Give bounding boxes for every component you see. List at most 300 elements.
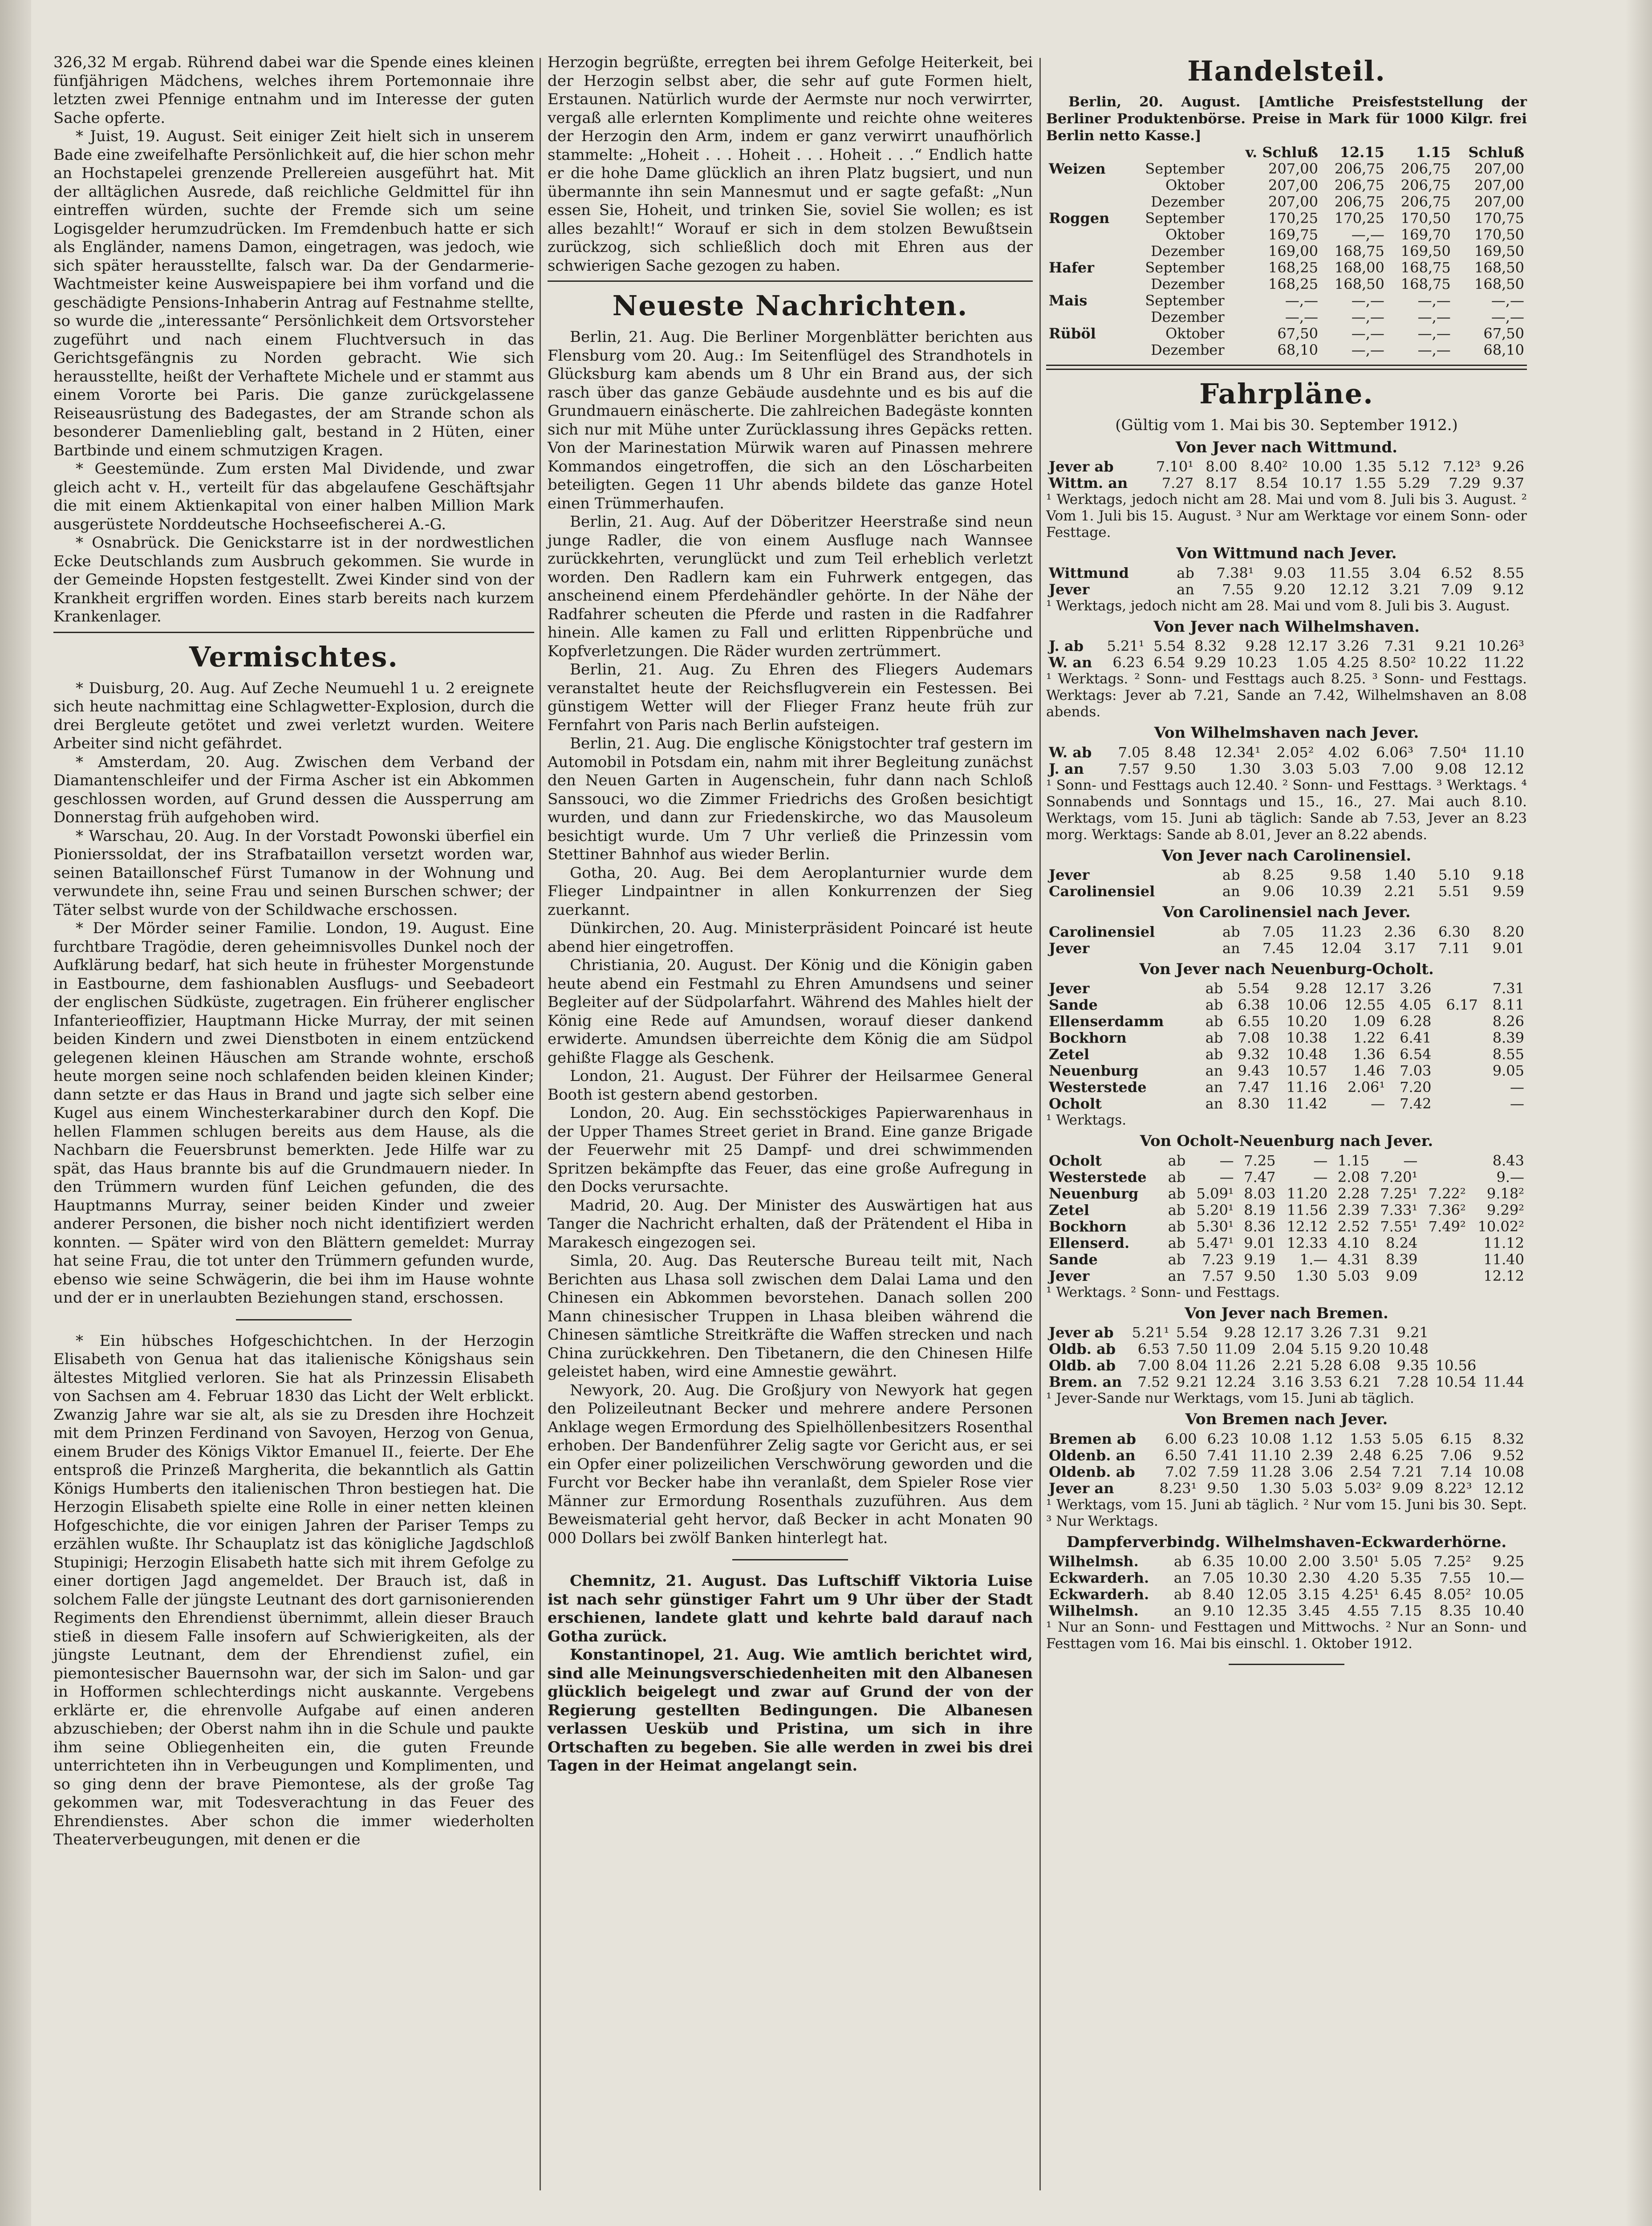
table-cell: 7.25² xyxy=(1433,1553,1471,1570)
section-heading-neueste-nachrichten: Neueste Nachrichten. xyxy=(612,289,968,322)
table-cell: —,— xyxy=(1417,341,1451,358)
table-cell: Jever xyxy=(1049,581,1090,598)
table-cell: 12.55 xyxy=(1344,996,1385,1013)
table-cell: —,— xyxy=(1285,309,1318,325)
timetable-wilhelmshaven-jever xyxy=(1046,744,1527,777)
news-gotha: Gotha, 20. Aug. Bei dem Aeroplanturnier wurde dem Flieger Lindpaintner in allen Konkurrenzen der Sieg zuerkannt. xyxy=(548,864,1033,919)
article-divider xyxy=(732,1559,848,1560)
table-cell: 9.20 xyxy=(1274,581,1306,598)
table-cell: 9.37 xyxy=(1492,475,1524,492)
table-cell: 7.05 xyxy=(1202,1569,1234,1586)
table-cell: 2.05² xyxy=(1276,743,1314,761)
table-header-cell: v. Schluß xyxy=(1245,144,1318,161)
table-cell: 8.23¹ xyxy=(1159,1479,1197,1497)
table-row xyxy=(1046,1013,1527,1030)
table-cell: Wittm. an xyxy=(1049,475,1128,492)
market-price-table xyxy=(1046,144,1527,358)
table-header-cell: 12.15 xyxy=(1339,144,1384,161)
table-cell: 68,10 xyxy=(1483,341,1524,358)
table-cell xyxy=(1434,1030,1480,1046)
news-chemnitz: Chemnitz, 21. August. Das Luftschiff Viktoria Luise ist nach sehr günstiger Fahrt um 9 Uhr über der Stadt erschienen, landete glatt und kehrte bald darauf nach Gotha zurück. xyxy=(548,1572,1033,1645)
table-cell: 7.00 xyxy=(1381,760,1414,777)
table-cell: W. ab xyxy=(1049,743,1092,761)
timetable-title: Von Ocholt-Neuenburg nach Jever. xyxy=(1140,1132,1433,1150)
table-cell: 4.55 xyxy=(1347,1602,1380,1619)
table-cell: 206,75 xyxy=(1334,160,1384,177)
table-row xyxy=(1046,1186,1527,1202)
table-cell: 8.26 xyxy=(1492,1013,1524,1030)
article-juist: * Juist, 19. August. Seit einiger Zeit hielt sich in unserem Bade eine zweifelhafte Persönlichkeit auf, die hier schon mehr an Hochstapelei grenzende Prellereien ausgeführt hat. Mit der alltäglichen Ausrede, daß reichliche Geldmittel für ihn eintreffen würden, suchte der Fremde sich um seine Logisgelder herumzudrücken. Im Fremdenbuch hatte er sich als Engländer, namens Damon, eingetragen, was jedoch, wie sich später herausstellte, falsch war. Da der Gendarmerie-Wachtmeister keine Ausweispapiere bei ihm vorfand und die geschädigte Pensions-Inhaberin Antrag auf Festnahme stellte, so wurde die „interessante“ Persönlichkeit dem Ortsvorsteher zugeführt und nach einem Fluchtversuch in das Gerichtsgefängnis zu Norden gebracht. Wie sich herausstellte, heißt der Verhaftete Michele und er stammt aus einem Vororte bei Paris. Die ganze zurückgelassene Reiseausrüstung des Badegastes, der am Strande schon als besonderer Damenliebling galt, bestand in 2 Hüten, einer Bartbinde und einem schmutzigen Kragen. xyxy=(53,127,534,459)
table-cell: 168,75 xyxy=(1334,243,1384,260)
table-cell: Oldenb. ab xyxy=(1049,1463,1135,1480)
table-cell: 7.08 xyxy=(1238,1029,1270,1046)
table-cell: 206,75 xyxy=(1400,160,1451,177)
table-cell: an xyxy=(1222,939,1240,957)
table-cell: 7.05 xyxy=(1118,743,1150,761)
table-row xyxy=(1046,867,1527,883)
table-cell: 168,75 xyxy=(1400,276,1451,292)
table-cell: Bockhorn xyxy=(1049,1029,1127,1046)
table-cell: 9.01 xyxy=(1244,1234,1276,1251)
table-cell: 168,00 xyxy=(1334,259,1384,276)
table-cell: ab xyxy=(1174,1586,1192,1603)
table-cell: 168,25 xyxy=(1268,259,1318,276)
table-row xyxy=(1046,227,1527,243)
table-cell: 1.36 xyxy=(1353,1046,1385,1063)
table-cell: ab xyxy=(1174,1553,1192,1570)
table-cell: 6.55 xyxy=(1238,1013,1270,1030)
table-cell: 12.12 xyxy=(1483,760,1524,777)
table-cell: Oldenb. an xyxy=(1049,1446,1136,1464)
table-cell: 7.06 xyxy=(1440,1446,1472,1464)
table-cell: 7.27 xyxy=(1161,475,1194,492)
table-cell: Zetel xyxy=(1049,1201,1090,1219)
table-cell: 11.40 xyxy=(1483,1251,1524,1268)
table-cell: Jever xyxy=(1049,939,1090,957)
table-cell: an xyxy=(1168,1267,1186,1284)
table-cell: —,— xyxy=(1351,325,1384,342)
timetable-notes: ¹ Werktags, vom 15. Juni ab täglich. ² Nur vom 15. Juni bis 30. Sept. ³ Nur Werktags. xyxy=(1046,1496,1527,1529)
table-cell: 4.25¹ xyxy=(1342,1586,1380,1603)
table-cell: 9.20 xyxy=(1349,1340,1381,1357)
table-cell: 170,50 xyxy=(1474,226,1524,243)
table-cell: September xyxy=(1145,160,1225,177)
table-cell: 5.54 xyxy=(1153,638,1185,654)
table-cell: Carolinensiel xyxy=(1049,923,1155,940)
table-cell: 8.24 xyxy=(1386,1234,1418,1251)
section-divider xyxy=(53,632,534,633)
timetable-ocholt-jever xyxy=(1046,1153,1527,1284)
table-cell: 6.50 xyxy=(1165,1446,1197,1464)
table-cell: Bremen ab xyxy=(1049,1430,1136,1447)
news-berlin-3: Berlin, 21. Aug. Zu Ehren des Fliegers Audemars veranstaltet heute der Reichsflugverein ein Festessen. Bei günstigem Wetter will der Flieger Franz heute früh zur Fernfahrt von Paris nach Berlin aufsteigen. xyxy=(548,661,1033,734)
table-cell: 5.54 xyxy=(1238,980,1270,997)
table-cell: ab xyxy=(1168,1201,1186,1219)
table-cell: 3.26 xyxy=(1400,980,1432,997)
table-row xyxy=(1046,292,1527,309)
table-cell: 207,00 xyxy=(1474,193,1524,210)
table-cell: 2.48 xyxy=(1350,1446,1382,1464)
table-cell: 3.26 xyxy=(1310,1324,1342,1341)
table-row xyxy=(1046,1341,1527,1357)
table-cell: 9.21 xyxy=(1176,1373,1208,1390)
table-cell: 206,75 xyxy=(1334,177,1384,194)
table-cell: 3.21 xyxy=(1389,581,1421,598)
timetable-title: Von Jever nach Wittmund. xyxy=(1175,438,1398,456)
table-cell: 9.26 xyxy=(1492,458,1524,475)
table-cell: Westerstede xyxy=(1049,1168,1147,1186)
table-cell: 168,50 xyxy=(1334,276,1384,292)
table-row xyxy=(1046,638,1527,654)
table-cell: 3.03 xyxy=(1282,760,1314,777)
timetable-notes: ¹ Jever-Sande nur Werktags, vom 15. Juni ab täglich. xyxy=(1046,1390,1414,1406)
table-cell: 10.06 xyxy=(1286,996,1327,1013)
timetable-title: Dampferverbindg. Wilhelmshaven-Eckwarderhörne. xyxy=(1066,1533,1507,1551)
table-cell xyxy=(1420,1235,1468,1251)
table-cell: —,— xyxy=(1417,309,1451,325)
table-cell: 2.00 xyxy=(1298,1553,1330,1570)
table-cell: an xyxy=(1205,1079,1223,1096)
table-cell: 8.25 xyxy=(1262,866,1295,883)
timetable-title: Von Jever nach Carolinensiel. xyxy=(1161,846,1412,865)
table-cell: 11.10 xyxy=(1483,743,1524,761)
table-cell: 207,00 xyxy=(1474,177,1524,194)
table-cell: 8.39 xyxy=(1492,1029,1524,1046)
table-cell: 11.20 xyxy=(1287,1185,1328,1202)
news-newyork: Newyork, 20. Aug. Die Großjury von Newyork hat gegen den Polizeileutnant Becker und mehrere andere Personen Anklage wegen Ermordung des Spielhöllenbesitzers Rosenthal erhoben. Der Bandenführer Zelig sagte vor Gericht aus, er sei ein Opfer einer polizeilichen Verschwörung geworden und die Furcht vor Becker habe ihn veranlaßt, dem Spieler Rose vier Männer zur Ermordung Rosenthals zuzuführen. Aus dem Beweismaterial geht hervor, daß Becker in acht Monaten 90 000 Dollars bei zwölf Banken hinterlegt hat. xyxy=(548,1381,1033,1547)
table-cell: 11.23 xyxy=(1321,923,1362,940)
table-cell: 9.58 xyxy=(1330,866,1362,883)
table-cell: Dezember xyxy=(1151,243,1225,260)
table-cell: Jever xyxy=(1049,980,1090,997)
table-cell: Dezember xyxy=(1151,309,1225,325)
article-divider xyxy=(236,1319,352,1320)
table-cell: 3.45 xyxy=(1298,1602,1330,1619)
table-row xyxy=(1046,1357,1527,1374)
table-row xyxy=(1046,1586,1527,1603)
table-cell: 7.31 xyxy=(1384,638,1417,654)
news-berlin-4: Berlin, 21. Aug. Die englische Königstochter traf gestern im Automobil in Potsdam ein, nahm mit ihrer Begleitung zunächst den Neuen Garten in Augenschein, fuhr dann nach Schloß Sanssouci, wo die Zimmer Friedrichs des Großen besichtigt wurden, und dann zur Friedenskirche, wo das Mausoleum besichtigt wurde. Um 7 Uhr verließ die Prinzessin vom Stettiner Bahnhof aus wieder Berlin. xyxy=(548,735,1033,863)
table-row xyxy=(1046,940,1527,957)
table-cell: 6.25 xyxy=(1392,1446,1424,1464)
table-cell: 10.17 xyxy=(1301,475,1343,492)
table-cell: 6.23 xyxy=(1112,654,1145,671)
table-cell: 6.00 xyxy=(1165,1430,1197,1447)
market-intro: Berlin, 20. August. [Amtliche Preisfeststellung der Berliner Produktenbörse. Preise in Mark für 1000 Kilgr. frei Berlin netto Kasse.] xyxy=(1046,94,1527,144)
table-cell: 10.54 xyxy=(1435,1373,1477,1390)
table-cell: 3.04 xyxy=(1389,564,1421,581)
table-row xyxy=(1046,276,1527,292)
table-cell: 7.28 xyxy=(1396,1373,1429,1390)
table-cell: 5.29 xyxy=(1398,475,1430,492)
table-cell: 10.30 xyxy=(1246,1569,1287,1586)
table-cell: 1.40 xyxy=(1384,866,1416,883)
table-cell: ab xyxy=(1205,980,1223,997)
table-cell: —,— xyxy=(1491,292,1524,309)
table-cell: 2.39 xyxy=(1337,1201,1370,1219)
table-cell: 7.59 xyxy=(1207,1463,1239,1480)
table-cell: 10.00 xyxy=(1301,458,1343,475)
table-cell: 6.45 xyxy=(1390,1586,1422,1603)
table-cell: 5.21¹ xyxy=(1107,638,1145,654)
table-cell: —,— xyxy=(1351,226,1384,243)
table-cell: 6.30 xyxy=(1438,923,1470,940)
table-row xyxy=(1046,980,1527,997)
table-cell: 6.54 xyxy=(1400,1046,1432,1063)
table-cell: 9.19 xyxy=(1244,1251,1276,1268)
table-cell: Sande xyxy=(1049,1251,1098,1268)
table-cell: 1.12 xyxy=(1301,1430,1333,1447)
table-cell xyxy=(1046,227,1125,243)
timetable-carolinensiel-jever xyxy=(1046,924,1527,957)
table-cell: 168,25 xyxy=(1268,276,1318,292)
table-cell: 4.20 xyxy=(1347,1569,1380,1586)
table-cell: 170,25 xyxy=(1334,210,1384,227)
table-cell: Carolinensiel xyxy=(1049,883,1155,900)
table-cell: —,— xyxy=(1351,292,1384,309)
table-cell: 7.20 xyxy=(1400,1079,1432,1096)
page-edge-shadow xyxy=(1625,0,1652,2226)
table-row xyxy=(1046,761,1527,777)
timetable-notes: ¹ Werktags. ² Sonn- und Festtags auch 8.25. ³ Sonn- und Festtags. Werktags: Jever ab 7.21, Sande an 7.42, Wilhelmshaven an 8.08 abends. xyxy=(1046,671,1527,720)
table-cell: 9.18² xyxy=(1486,1185,1524,1202)
table-header-row xyxy=(1046,144,1527,161)
table-cell: 169,70 xyxy=(1400,226,1451,243)
table-cell: Oktober xyxy=(1165,226,1225,243)
table-cell: 8.00 xyxy=(1206,458,1238,475)
table-cell: 168,50 xyxy=(1474,276,1524,292)
table-cell: 12.35 xyxy=(1246,1602,1287,1619)
table-cell: 4.10 xyxy=(1337,1234,1370,1251)
table-cell: 207,00 xyxy=(1474,160,1524,177)
table-cell: 7.23 xyxy=(1202,1251,1234,1268)
table-cell: 169,50 xyxy=(1400,243,1451,260)
table-header-cell xyxy=(1125,144,1227,161)
table-cell: 7.12³ xyxy=(1443,458,1481,475)
table-cell xyxy=(1420,1153,1468,1169)
table-cell: 8.32 xyxy=(1492,1430,1524,1447)
timetable-wittmund-jever xyxy=(1046,565,1527,598)
section-heading-vermischtes: Vermischtes. xyxy=(189,640,398,673)
table-cell: 6.08 xyxy=(1349,1357,1381,1374)
table-cell: Ocholt xyxy=(1049,1095,1102,1112)
table-cell: 2.39 xyxy=(1301,1446,1333,1464)
table-row xyxy=(1046,1235,1527,1251)
table-cell: 11.55 xyxy=(1328,564,1370,581)
table-cell: 3.16 xyxy=(1272,1373,1304,1390)
table-cell: 7.25 xyxy=(1244,1152,1276,1169)
table-cell: 67,50 xyxy=(1483,325,1524,342)
table-cell: Jever an xyxy=(1049,1479,1114,1497)
table-cell: 5.10 xyxy=(1438,866,1470,883)
timetable-jever-wilhelmshaven xyxy=(1046,638,1527,671)
table-cell: 8.43 xyxy=(1492,1152,1524,1169)
table-cell: 6.23 xyxy=(1207,1430,1239,1447)
table-cell: 169,50 xyxy=(1474,243,1524,260)
table-cell: 11.56 xyxy=(1287,1201,1328,1219)
table-cell: September xyxy=(1145,259,1225,276)
table-cell: ab xyxy=(1168,1185,1186,1202)
timetable-validity: (Gültig vom 1. Mai bis 30. September 1912.) xyxy=(1115,416,1458,434)
table-row xyxy=(1046,325,1527,342)
table-cell: 169,00 xyxy=(1268,243,1318,260)
timetable-jever-bremen xyxy=(1046,1324,1527,1390)
table-cell: 1.22 xyxy=(1353,1029,1385,1046)
table-cell: 10.08 xyxy=(1483,1463,1524,1480)
table-cell: 1.— xyxy=(1299,1251,1328,1268)
table-cell: 12.24 xyxy=(1215,1373,1256,1390)
table-cell: Westerstede xyxy=(1049,1079,1147,1096)
table-cell: 10.22 xyxy=(1426,654,1467,671)
table-row xyxy=(1046,177,1527,194)
table-cell: 4.25 xyxy=(1337,654,1369,671)
table-cell xyxy=(1046,177,1125,194)
table-cell: 5.21¹ xyxy=(1132,1324,1169,1341)
table-row xyxy=(1046,654,1527,671)
table-cell: 12.12 xyxy=(1287,1218,1328,1235)
table-cell: 7.25¹ xyxy=(1380,1185,1418,1202)
table-cell: 8.20 xyxy=(1492,923,1524,940)
article-warschau: * Warschau, 20. Aug. In der Vorstadt Powonski überfiel ein Pionierssoldat, der ins Strafbataillon versetzt worden war, seinen Bataillonschef Fürst Tumanow in der Wohnung und verwundete ihn, seine Frau und seinen Burschen schwer; der Täter selbst wurde von der Schildwache erschossen. xyxy=(53,827,534,919)
table-cell: 7.31 xyxy=(1349,1324,1381,1341)
table-cell: 5.20¹ xyxy=(1196,1201,1234,1219)
table-cell: 12.34¹ xyxy=(1214,743,1261,761)
table-cell xyxy=(1046,194,1125,210)
table-cell: 1.55 xyxy=(1354,475,1386,492)
news-london-2: London, 20. Aug. Ein sechsstöckiges Papierwarenhaus in der Upper Thames Street geriet in Brand. Eine ganze Brigade der Feuerwehr mit 25 Dampf- und drei schwimmenden Spritzen bekämpfte das Feuer, das eine große Aufregung in den Docks verursachte. xyxy=(548,1104,1033,1196)
table-cell: 5.54 xyxy=(1176,1324,1208,1341)
article-duisburg: * Duisburg, 20. Aug. Auf Zeche Neumuehl 1 u. 2 ereignete sich heute nachmittag eine Schlagwetter-Explosion, durch die drei Bergleute getötet und zwei verletzt wurden. Weitere Arbeiter sind nicht gefährdet. xyxy=(53,679,534,752)
news-madrid: Madrid, 20. Aug. Der Minister des Auswärtigen hat aus Tanger die Nachricht erhalten, daß der Prätendent el Hiba in Marakesch eingezogen sei. xyxy=(548,1196,1033,1251)
table-cell: 8.17 xyxy=(1206,475,1238,492)
table-cell: Neuenburg xyxy=(1049,1062,1139,1079)
table-row xyxy=(1046,459,1527,475)
table-cell: September xyxy=(1145,210,1225,227)
table-cell: —,— xyxy=(1417,292,1451,309)
table-cell: 2.06¹ xyxy=(1348,1079,1385,1096)
table-cell: 9.05 xyxy=(1492,1062,1524,1079)
table-cell: 8.55 xyxy=(1492,1046,1524,1063)
table-cell: 8.11 xyxy=(1492,996,1524,1013)
table-cell: an xyxy=(1177,581,1194,598)
table-cell: 7.05 xyxy=(1262,923,1295,940)
table-cell: 7.29 xyxy=(1449,475,1481,492)
table-cell: ab xyxy=(1205,1013,1223,1030)
table-cell: 9.43 xyxy=(1238,1062,1270,1079)
table-cell: 9.08 xyxy=(1435,760,1467,777)
table-cell: 3.53 xyxy=(1310,1373,1342,1390)
table-row xyxy=(1046,1268,1527,1284)
table-cell: ab xyxy=(1205,996,1223,1013)
table-row xyxy=(1046,260,1527,276)
table-cell: 5.35 xyxy=(1390,1569,1422,1586)
table-cell: Jever xyxy=(1049,866,1090,883)
table-cell: 7.45 xyxy=(1262,939,1295,957)
table-cell: 11.10 xyxy=(1250,1446,1291,1464)
table-cell: an xyxy=(1173,1602,1192,1619)
table-cell: 1.46 xyxy=(1353,1062,1385,1079)
table-cell: 11.22 xyxy=(1483,654,1524,671)
table-cell: 3.50¹ xyxy=(1342,1553,1380,1570)
table-cell: 8.19 xyxy=(1244,1201,1276,1219)
table-cell: 12.17 xyxy=(1262,1324,1304,1341)
table-cell: ab xyxy=(1168,1234,1186,1251)
table-cell: 8.32 xyxy=(1194,638,1226,654)
table-cell: 5.47¹ xyxy=(1196,1234,1234,1251)
table-cell: 1.30 xyxy=(1259,1479,1291,1497)
table-cell: 1.05 xyxy=(1296,654,1328,671)
table-cell: Brem. an xyxy=(1049,1373,1122,1390)
table-cell: 11.16 xyxy=(1286,1079,1327,1096)
timetable-title: Von Wilhelmshaven nach Jever. xyxy=(1154,724,1419,742)
table-cell: 10.05 xyxy=(1483,1586,1524,1603)
table-cell: 7.10¹ xyxy=(1156,458,1194,475)
column-3 xyxy=(1046,53,1527,1677)
table-cell: ab xyxy=(1168,1168,1186,1186)
table-cell: 8.04 xyxy=(1176,1357,1208,1374)
page-binding-shadow xyxy=(0,0,31,2226)
table-cell: 12.17 xyxy=(1344,980,1385,997)
timetable-notes: ¹ Werktags, jedoch nicht am 28. Mai und vom 8. Juli bis 3. August. ² Vom 1. Juli bis 15. August. ³ Nur am Werktage vor einem Sonn- oder Festtage. xyxy=(1046,492,1527,540)
table-cell: 9.35 xyxy=(1396,1357,1429,1374)
table-cell: 12.17 xyxy=(1287,638,1328,654)
table-cell: 7.15 xyxy=(1390,1602,1422,1619)
table-cell: 206,75 xyxy=(1400,193,1451,210)
table-row xyxy=(1046,997,1527,1013)
table-row xyxy=(1046,243,1527,260)
table-cell: 7.42 xyxy=(1400,1095,1432,1112)
table-cell: Jever ab xyxy=(1049,458,1114,475)
table-cell: Wilhelmsh. xyxy=(1049,1553,1139,1570)
table-cell: Neuenburg xyxy=(1049,1185,1139,1202)
table-cell: 7.21 xyxy=(1392,1463,1424,1480)
table-cell: 2.52 xyxy=(1337,1218,1370,1235)
table-cell: 6.28 xyxy=(1400,1013,1432,1030)
table-row xyxy=(1046,1251,1527,1268)
table-header-cell: Schluß xyxy=(1468,144,1524,161)
table-cell: 11.44 xyxy=(1483,1373,1524,1390)
table-cell: 8.50² xyxy=(1378,654,1417,671)
table-cell: 9.28 xyxy=(1245,638,1277,654)
table-cell: — xyxy=(1219,1152,1234,1169)
table-cell: 10.38 xyxy=(1286,1029,1327,1046)
timetable-title: Von Carolinensiel nach Jever. xyxy=(1162,903,1411,921)
table-cell: 8.22³ xyxy=(1434,1479,1472,1497)
table-cell: 5.15 xyxy=(1310,1340,1342,1357)
table-cell: 206,75 xyxy=(1334,193,1384,210)
table-cell xyxy=(1046,342,1125,358)
table-cell: Mais xyxy=(1049,292,1088,309)
table-cell: 11.26 xyxy=(1215,1357,1256,1374)
table-cell: 11.12 xyxy=(1483,1234,1524,1251)
table-cell: 9.09 xyxy=(1392,1479,1424,1497)
table-cell xyxy=(1434,1063,1480,1079)
table-cell: Ellenserd. xyxy=(1049,1234,1130,1251)
table-cell: 6.06³ xyxy=(1376,743,1414,761)
table-cell: 3.17 xyxy=(1384,939,1416,957)
table-cell: 9.— xyxy=(1496,1168,1524,1186)
table-cell: 7.57 xyxy=(1202,1267,1234,1284)
table-cell: 12.12 xyxy=(1328,581,1370,598)
table-cell xyxy=(1434,1079,1480,1096)
table-row xyxy=(1046,1603,1527,1619)
table-cell: 7.47 xyxy=(1244,1168,1276,1186)
table-cell: 7.50⁴ xyxy=(1429,743,1467,761)
table-cell: 12.33 xyxy=(1287,1234,1328,1251)
table-cell: 7.03 xyxy=(1400,1062,1432,1079)
timetable-jever-wittmund xyxy=(1046,459,1527,492)
table-cell xyxy=(1420,1251,1468,1268)
